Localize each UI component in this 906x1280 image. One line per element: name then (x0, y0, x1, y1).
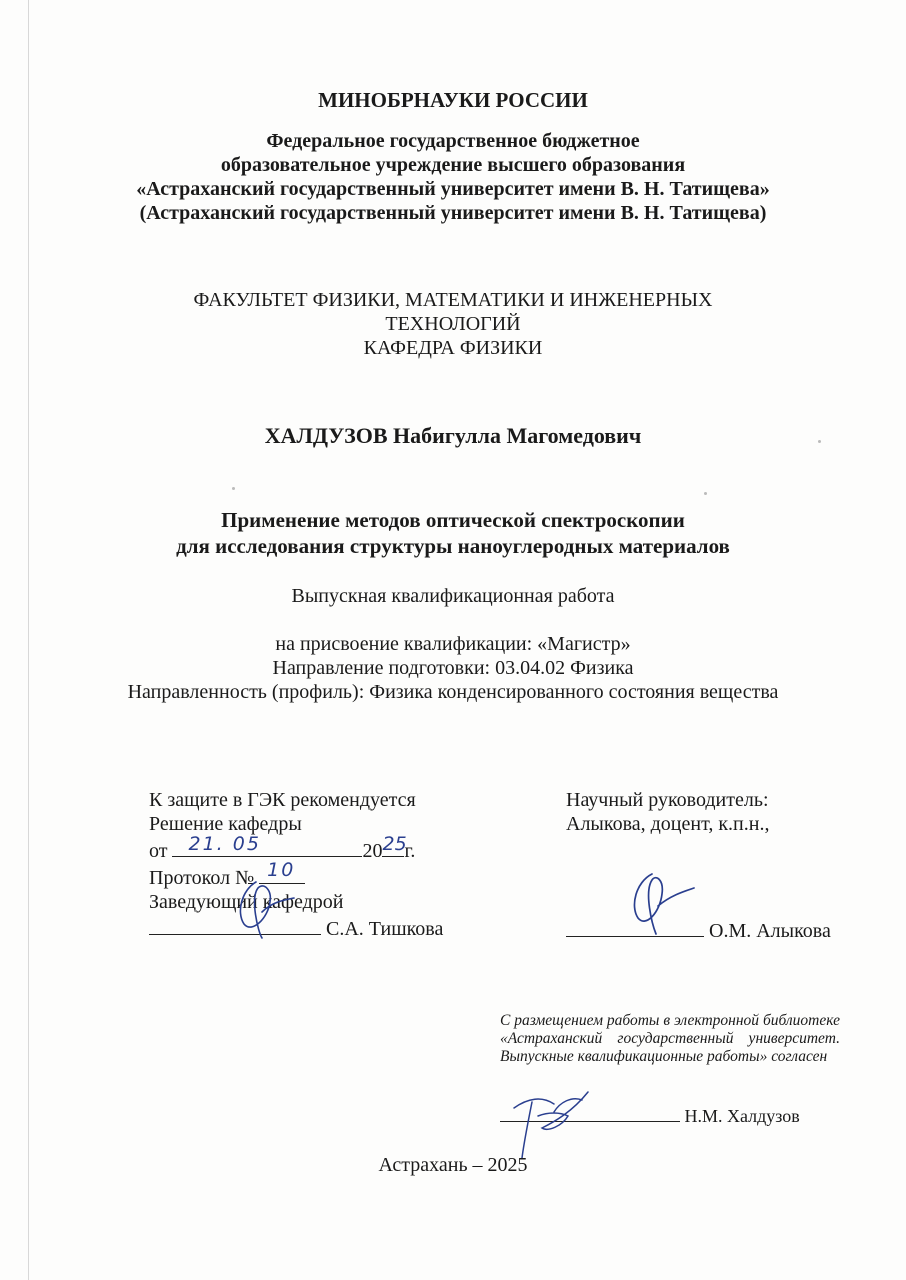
decision-label: Решение кафедры (149, 813, 302, 835)
thesis-title-line-1: Применение методов оптической спектроскопии (221, 508, 685, 532)
year-handwritten: 25 (382, 833, 407, 855)
department-name: КАФЕДРА ФИЗИКИ (363, 337, 543, 359)
direction: Направление подготовки: 03.04.02 Физика (272, 657, 634, 679)
approval-block (149, 788, 489, 941)
head-sign-row (149, 914, 489, 941)
qualification: на присвоение квалификации: «Магистр» (275, 633, 631, 655)
city-year: Астрахань – 2025 (378, 1154, 528, 1176)
supervisor-sign-row (566, 916, 831, 943)
head-name: С.А. Тишкова (326, 918, 444, 940)
org-line-2: образовательное учреждение высшего образования (220, 154, 686, 176)
faculty-line-2: ТЕХНОЛОГИЙ (385, 313, 521, 335)
ministry-title: МИНОБРНАУКИ РОССИИ (318, 88, 588, 112)
protocol-handwritten: 10 (267, 859, 296, 881)
supervisor-signature (618, 862, 698, 942)
recommend-label: К защите в ГЭК рекомендуется (149, 789, 416, 811)
year-unit: г. (404, 840, 416, 862)
supervisor-details: Алыкова, доцент, к.п.н., (566, 813, 770, 835)
org-line-3: «Астраханский государственный университет имени В. Н. Татищева» (136, 178, 770, 200)
supervisor-label: Научный руководитель: (566, 789, 769, 811)
consent-signer: Н.М. Халдузов (684, 1106, 800, 1126)
decision-date-row (149, 833, 489, 863)
author-name: ХАЛДУЗОВ Набигулла Магомедович (264, 423, 642, 448)
org-line-1: Федеральное государственное бюджетное (266, 130, 640, 152)
faculty-line-1: ФАКУЛЬТЕТ ФИЗИКИ, МАТЕМАТИКИ И ИНЖЕНЕРНЫХ (193, 289, 713, 311)
date-field (172, 833, 362, 857)
supervisor-name: О.М. Алыкова (709, 920, 831, 942)
student-signature (502, 1082, 592, 1162)
head-signature (228, 872, 298, 942)
year-field (382, 833, 407, 857)
protocol-row (149, 859, 489, 890)
profile: Направленность (профиль): Физика конденсированного состояния вещества (127, 681, 779, 703)
work-type: Выпускная квалификационная работа (291, 585, 615, 607)
consent-text: С размещением работы в электронной библиотеке «Астраханский государственный университет. Выпускные квалификационные работы» согласен (500, 1012, 840, 1065)
scan-speck (818, 440, 821, 443)
head-label: Заведующий кафедрой (149, 891, 344, 913)
thesis-title-line-2: для исследования структуры наноуглеродных материалов (176, 534, 730, 558)
date-handwritten: 21. 05 (188, 833, 261, 855)
year-prefix: 20 (362, 840, 383, 862)
scan-speck (704, 492, 707, 495)
date-prefix: от (149, 840, 168, 862)
protocol-label: Протокол № (149, 867, 255, 889)
scan-speck (232, 487, 235, 490)
org-line-4: (Астраханский государственный университет имени В. Н. Татищева) (139, 202, 767, 224)
supervisor-block (566, 788, 866, 836)
